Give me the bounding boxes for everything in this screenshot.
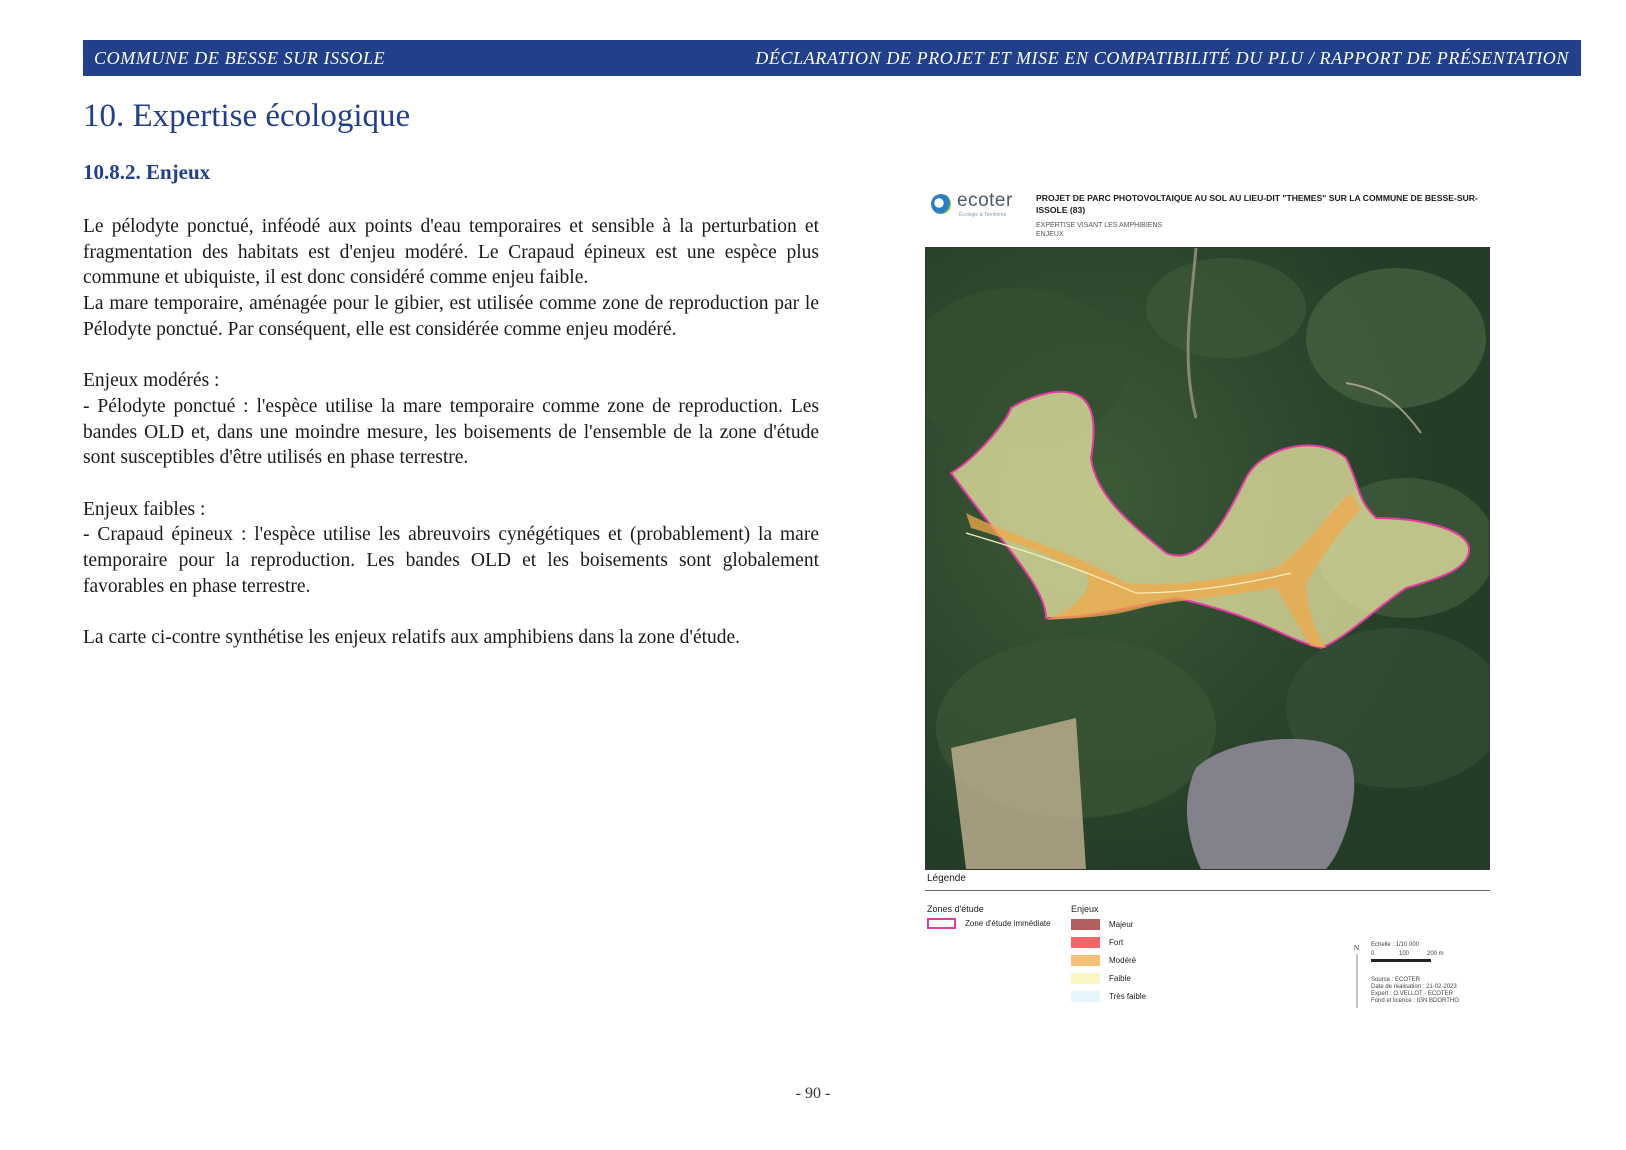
- legend-title: Légende: [927, 873, 966, 884]
- legend-enjeu-fort: [1071, 937, 1123, 948]
- map-source: Source : ECOTER: [1371, 977, 1421, 983]
- paragraph-1: Le pélodyte ponctué, inféodé aux points d'eau temporaires et sensible à la perturbation et fragmentation des habitats est d'enjeu modéré. Le Crapaud épineux est une espèce plus commune et ubiquiste, il est donc considéré comme enjeu faible.: [83, 216, 819, 289]
- map-metadata: [1354, 942, 1491, 1004]
- ecoter-logo-icon: [931, 194, 951, 214]
- legend-zone-swatch: [927, 918, 956, 929]
- header-report-title: DÉCLARATION DE PROJET ET MISE EN COMPATIBILITÉ DU PLU / RAPPORT DE PRÉSENTATION: [755, 48, 1569, 68]
- paragraph-2: La mare temporaire, aménagée pour le gibier, est utilisée comme zone de reproduction par le Pélodyte ponctué. Par conséquent, elle est considérée comme enjeu modéré.: [83, 293, 819, 340]
- map-figure: [925, 186, 1500, 1016]
- svg-text:N: N: [1354, 945, 1360, 952]
- map-expert: Expert : O.VELLOT - ECOTER: [1371, 991, 1453, 997]
- aerial-map: [925, 247, 1490, 870]
- header-commune: COMMUNE DE BESSE SUR ISSOLE: [94, 48, 386, 68]
- scale-tick-200: 200 m: [1427, 951, 1444, 957]
- legend-label-faible: Faible: [1109, 974, 1131, 983]
- scale-bar: [1371, 959, 1431, 962]
- legend-enjeu-majeur: [1071, 919, 1133, 930]
- header-band: [83, 40, 1581, 76]
- ecoter-logo: [931, 192, 1026, 222]
- map-subtitle-2: ENJEUX: [1036, 231, 1064, 238]
- legend-zones-title: Zones d'étude: [927, 904, 984, 914]
- map-fond: Fond et licence : IGN BDORTHO: [1371, 998, 1459, 1004]
- ecoter-logo-tagline: Écologie & Territoires: [959, 212, 1007, 218]
- page-number: - 90 -: [795, 1085, 831, 1102]
- subsection-title: 10.8.2. Enjeux: [83, 160, 211, 184]
- map-date: Date de réalisation : 21-02-2023: [1371, 984, 1457, 990]
- legend-label-modere: Modéré: [1109, 956, 1137, 965]
- legend-divider: [925, 890, 1490, 891]
- legend-swatch-tres-faible: [1071, 991, 1100, 1002]
- scale-tick-0: 0: [1371, 951, 1375, 957]
- map-title: PROJET DE PARC PHOTOVOLTAIQUE AU SOL AU LIEU-DIT "THEMES" SUR LA COMMUNE DE BESSE-SUR-ISSOLE (83): [1036, 193, 1478, 215]
- paragraph-enjeux-moderes: Enjeux modérés :: [83, 370, 220, 392]
- legend-label-tres-faible: Très faible: [1109, 992, 1147, 1001]
- page-title: 10. Expertise écologique: [83, 98, 411, 134]
- paragraph-synthese: La carte ci-contre synthétise les enjeux relatifs aux amphibiens dans la zone d'étude.: [83, 627, 741, 649]
- paragraph-pelodyte: - Pélodyte ponctué : l'espèce utilise la mare temporaire comme zone de reproduction. Les bandes OLD et, dans une moindre mesure, les boisements de l'ensemble de la zone d'étude sont susceptibles d'être utilisés en phase terrestre.: [83, 395, 819, 469]
- existing-solar-farm: [1187, 739, 1354, 869]
- ecoter-logo-word: ecoter: [957, 190, 1013, 211]
- paragraph-crapaud: - Crapaud épineux : l'espèce utilise les abreuvoirs cynégétiques et (probablement) la mare temporaire pour la reproduction. Les bandes OLD et les boisements sont globalement favorables en phase terrestre.: [83, 524, 819, 597]
- legend-swatch-modere: [1071, 955, 1100, 966]
- legend-label-majeur: Majeur: [1109, 920, 1134, 929]
- scale-tick-100: 100: [1399, 951, 1410, 957]
- legend-enjeu-faible: [1071, 973, 1131, 984]
- map-subtitle: [1036, 221, 1162, 239]
- legend-enjeu-modere: [1071, 955, 1136, 966]
- legend-enjeux-title: Enjeux: [1071, 904, 1099, 914]
- map-subtitle-1: EXPERTISE VISANT LES AMPHIBIENS: [1036, 222, 1163, 229]
- body-text: [83, 214, 819, 651]
- legend-enjeu-tres-faible: [1071, 991, 1146, 1002]
- legend-zone-label: Zone d'étude immédiate: [965, 919, 1051, 928]
- legend-swatch-faible: [1071, 973, 1100, 984]
- legend-zone-item: [927, 918, 1051, 929]
- legend-label-fort: Fort: [1109, 938, 1124, 947]
- scale-label: Echelle : 1/10 000: [1371, 942, 1420, 948]
- north-arrow-icon: [1353, 942, 1363, 1012]
- legend-swatch-fort: [1071, 937, 1100, 948]
- legend-swatch-majeur: [1071, 919, 1100, 930]
- aerial-map-svg: [926, 248, 1489, 869]
- paragraph-enjeux-faibles: Enjeux faibles :: [83, 498, 206, 520]
